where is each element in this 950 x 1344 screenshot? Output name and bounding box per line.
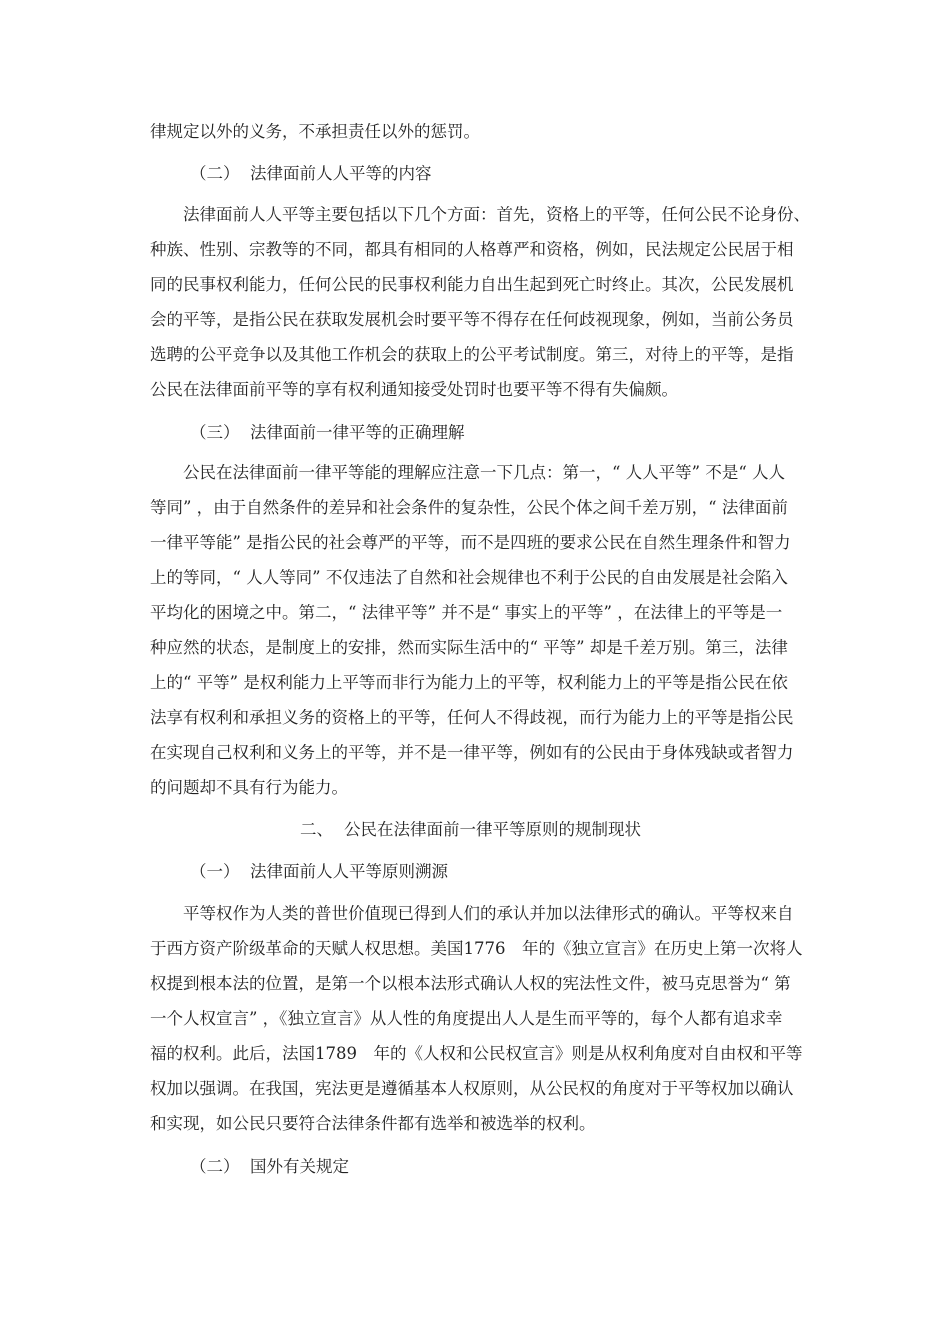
text-line: 福的权利。此后，法国1789 年的《人权和公民权宣言》则是从权利角度对自由权和平等 [150, 1044, 803, 1063]
text-line: 种族、性别、宗教等的不同，都具有相同的人格尊严和资格，例如，民法规定公民居于相 [150, 240, 794, 259]
text-line: 一个人权宣言” ，《独立宣言》从人性的角度提出人人是生而平等的，每个人都有追求幸 [150, 1009, 783, 1028]
text-line: 平均化的困境之中。第二，“ 法律平等” 并不是“ 事实上的平等” ，在法律上的平等是一 [150, 603, 783, 622]
section-heading-2 [300, 820, 641, 840]
text-line: 同的民事权利能力，任何公民的民事权利能力自出生起到死亡时终止。其次，公民发展机 [150, 275, 794, 294]
heading-text: 法律面前一律平等的正确理解 [250, 423, 465, 442]
text-line: 于西方资产阶级革命的天赋人权思想。美国1776 年的《独立宣言》在历史上第一次将人 [150, 939, 803, 958]
text-line: 上的“ 平等” 是权利能力上平等而非行为能力上的平等，权利能力上的平等是指公民在依 [150, 673, 788, 692]
text-line: 等同” ，由于自然条件的差异和社会条件的复杂性，公民个体之间千差万别，“ 法律面前 [150, 498, 788, 517]
text-line: 的问题却不具有行为能力。 [150, 778, 348, 797]
text-line: 法律面前人人平等主要包括以下几个方面：首先，资格上的平等，任何公民不论身份、 [150, 205, 810, 224]
section-text: 公民在法律面前一律平等原则的规制现状 [344, 820, 641, 839]
text-line: 公民在法律面前平等的享有权利通知接受处罚时也要平等不得有失偏颇。 [150, 380, 678, 399]
text-line: 会的平等，是指公民在获取发展机会时要平等不得存在任何歧视现象，例如，当前公务员 [150, 310, 794, 329]
subsection-heading-2 [190, 164, 432, 184]
text-line: 在实现自己权利和义务上的平等，并不是一律平等，例如有的公民由于身体残缺或者智力 [150, 743, 794, 762]
subsection-heading-3 [190, 423, 465, 443]
heading-number: （一） [190, 862, 240, 881]
heading-text: 法律面前人人平等的内容 [250, 164, 432, 183]
text-line: 公民在法律面前一律平等能的理解应注意一下几点：第一，“ 人人平等” 不是“ 人人 [150, 463, 786, 482]
section-number: 二、 [300, 820, 333, 839]
text-line: 上的等同，“ 人人等同” 不仅违法了自然和社会规律也不利于公民的自由发展是社会陷入 [150, 568, 788, 587]
heading-text: 法律面前人人平等原则溯源 [250, 862, 448, 881]
text-line: 法享有权利和承担义务的资格上的平等，任何人不得歧视，而行为能力上的平等是指公民 [150, 708, 794, 727]
subsection-heading-s2-2 [190, 1157, 349, 1177]
text-line: 一律平等能” 是指公民的社会尊严的平等，而不是四班的要求公民在自然生理条件和智力 [150, 533, 791, 552]
heading-number: （二） [190, 164, 240, 183]
text-line: 种应然的状态，是制度上的安排，然而实际生活中的“ 平等” 却是千差万别。第三，法律 [150, 638, 788, 657]
heading-text: 国外有关规定 [250, 1157, 349, 1176]
heading-number: （三） [190, 423, 240, 442]
heading-number: （二） [190, 1157, 240, 1176]
text-line: 和实现，如公民只要符合法律条件都有选举和被选举的权利。 [150, 1114, 596, 1133]
text-line: 权提到根本法的位置，是第一个以根本法形式确认人权的宪法性文件，被马克思誉为“ 第 [150, 974, 791, 993]
text-line: 选聘的公平竞争以及其他工作机会的获取上的公平考试制度。第三，对待上的平等，是指 [150, 345, 794, 364]
text-line: 律规定以外的义务，不承担责任以外的惩罚。 [150, 122, 480, 141]
text-line: 平等权作为人类的普世价值现已得到人们的承认并加以法律形式的确认。平等权来自 [150, 904, 794, 923]
subsection-heading-s2-1 [190, 862, 448, 882]
text-line: 权加以强调。在我国，宪法更是遵循基本人权原则，从公民权的角度对于平等权加以确认 [150, 1079, 794, 1098]
